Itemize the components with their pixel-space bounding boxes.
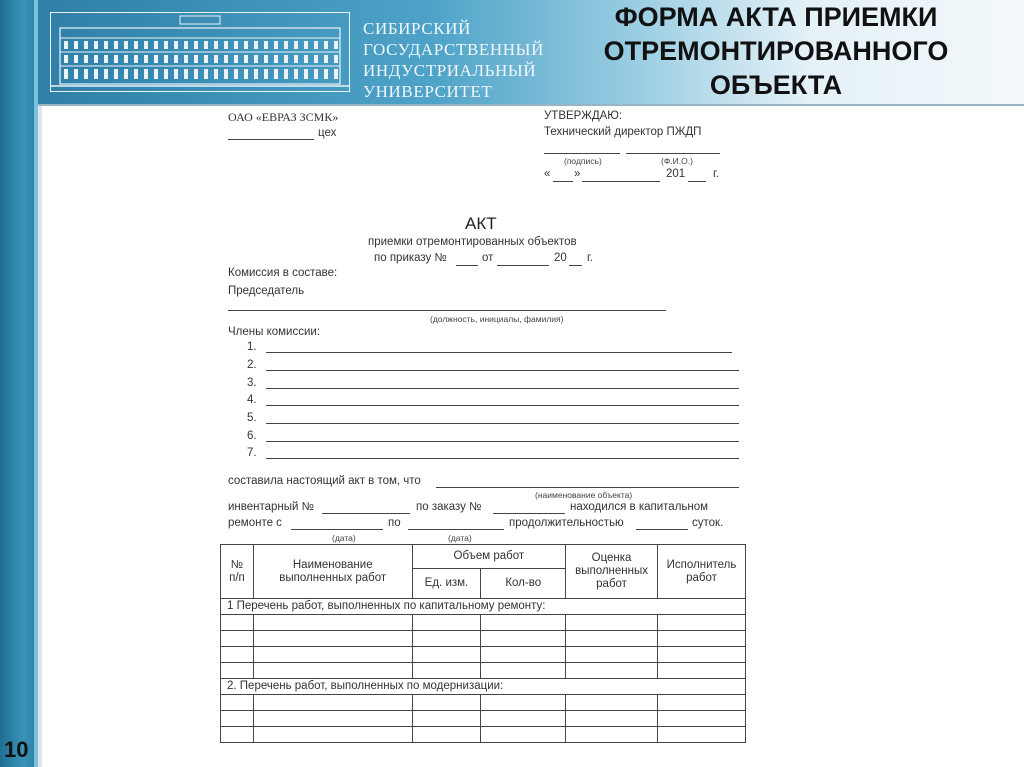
- order-year-suffix: г.: [587, 252, 593, 264]
- university-name-line: ГОСУДАРСТВЕННЫЙ: [363, 40, 544, 59]
- table-cell: [481, 631, 566, 647]
- university-building-logo: [50, 12, 350, 92]
- table-cell: [481, 695, 566, 711]
- table-cell: [481, 727, 566, 743]
- table-cell: [481, 663, 566, 679]
- university-name: [363, 18, 544, 102]
- signature-hint: (подпись): [564, 156, 602, 166]
- member-blank: [266, 388, 739, 389]
- fio-hint: (Ф.И.О.): [661, 156, 693, 166]
- table-cell: [658, 615, 746, 631]
- table-cell: [412, 663, 481, 679]
- chairman-hint: (должность, инициалы, фамилия): [430, 314, 564, 324]
- date-year-blank: [688, 181, 706, 182]
- university-name-line: СИБИРСКИЙ: [363, 19, 471, 38]
- table-cell: [221, 647, 254, 663]
- slide-title-line: ОБЪЕКТА: [709, 70, 843, 100]
- table-cell: [221, 615, 254, 631]
- header-cell-unit: Ед. изм.: [412, 569, 481, 599]
- member-number: 5.: [247, 412, 257, 424]
- table-cell: [253, 727, 412, 743]
- repair-to-label: по: [388, 517, 401, 529]
- table-cell: [566, 727, 658, 743]
- table-cell: [481, 711, 566, 727]
- table-cell: [566, 631, 658, 647]
- was-in-repair-label: находился в капитальном: [570, 501, 709, 513]
- table-cell: [658, 727, 746, 743]
- compiled-label: составила настоящий акт в том, что: [228, 475, 421, 487]
- slide-header: [38, 0, 1024, 104]
- university-name-line: ИНДУСТРИАЛЬНЫЙ: [363, 61, 537, 80]
- table-row: [221, 631, 746, 647]
- table-cell: [221, 663, 254, 679]
- member-blank: [266, 458, 739, 459]
- signature-blank: [544, 153, 620, 154]
- date-close-quote: »: [574, 168, 581, 180]
- table-cell: [221, 711, 254, 727]
- section-title: 2. Перечень работ, выполненных по модернизации:: [221, 679, 746, 695]
- table-cell: [658, 663, 746, 679]
- header-cell-executor: [658, 545, 746, 599]
- order-prefix: по приказу №: [374, 252, 447, 264]
- section-title: 1 Перечень работ, выполненных по капитальному ремонту:: [221, 599, 746, 615]
- member-blank: [266, 370, 739, 371]
- date-hint: (дата): [448, 533, 472, 543]
- header-cell-assessment: [566, 545, 658, 599]
- repair-from-blank: [291, 529, 383, 530]
- director-title: Технический директор ПЖДП: [544, 126, 702, 138]
- slide-title: [586, 0, 966, 102]
- table-cell: [658, 695, 746, 711]
- table-cell: [566, 695, 658, 711]
- table-cell: [221, 695, 254, 711]
- table-cell: [412, 711, 481, 727]
- member-number: 6.: [247, 430, 257, 442]
- by-order-label: по заказу №: [416, 501, 482, 513]
- table-cell: [412, 647, 481, 663]
- section-row: [221, 679, 746, 695]
- header-text: №: [230, 558, 244, 571]
- left-accent-bar: [0, 0, 38, 767]
- table-row: [221, 615, 746, 631]
- date-open-quote: «: [544, 168, 551, 180]
- chairman-label: Председатель: [228, 285, 305, 297]
- table-cell: [412, 631, 481, 647]
- table-cell: [412, 727, 481, 743]
- table-cell: [566, 663, 658, 679]
- date-hint: (дата): [332, 533, 356, 543]
- table-cell: [221, 631, 254, 647]
- by-order-blank: [493, 513, 565, 514]
- table-cell: [253, 663, 412, 679]
- duration-label: продолжительностью: [509, 517, 624, 529]
- table-cell: [658, 711, 746, 727]
- table-cell: [221, 727, 254, 743]
- inventory-label: инвентарный №: [228, 501, 315, 513]
- slide-number: 10: [4, 737, 29, 762]
- order-number-blank: [456, 265, 478, 266]
- member-number: 4.: [247, 394, 257, 406]
- slide-title-line: ФОРМА АКТА ПРИЕМКИ: [614, 2, 938, 32]
- header-text: Наименование: [292, 558, 373, 571]
- member-blank: [266, 405, 739, 406]
- order-year: 20: [554, 252, 567, 264]
- object-hint: (наименование объекта): [535, 490, 633, 500]
- object-blank: [436, 487, 739, 488]
- act-form-document: [42, 106, 1024, 767]
- repair-from-label: ремонте с: [228, 517, 282, 529]
- member-number: 7.: [247, 447, 257, 459]
- chairman-blank: [228, 310, 666, 311]
- table-cell: [566, 711, 658, 727]
- date-year-suffix: г.: [713, 168, 719, 180]
- repair-to-blank: [408, 529, 504, 530]
- company-name: ОАО «ЕВРАЗ ЗСМК»: [228, 110, 339, 124]
- header-text: выполненных работ: [279, 571, 387, 584]
- approve-label: УТВЕРЖДАЮ:: [544, 110, 623, 122]
- member-number: 3.: [247, 377, 257, 389]
- table-cell: [253, 615, 412, 631]
- header-cell-number: [221, 545, 254, 599]
- workshop-blank: [228, 139, 314, 140]
- table-row: [221, 663, 746, 679]
- member-blank: [266, 441, 739, 442]
- member-number: 1.: [247, 341, 257, 353]
- order-year-blank: [569, 265, 582, 266]
- table-cell: [566, 615, 658, 631]
- inventory-blank: [322, 513, 410, 514]
- table-cell: [658, 647, 746, 663]
- header-text: п/п: [229, 571, 245, 584]
- commission-label: Комиссия в составе:: [228, 267, 338, 279]
- table-cell: [481, 615, 566, 631]
- section-row: [221, 599, 746, 615]
- header-text: Оценка: [591, 552, 632, 564]
- member-blank: [266, 352, 732, 353]
- member-number: 2.: [247, 359, 257, 371]
- header-text: Исполнитель: [666, 558, 737, 571]
- table-row: [221, 711, 746, 727]
- table-cell: [253, 711, 412, 727]
- table-row: [221, 727, 746, 743]
- table-cell: [481, 647, 566, 663]
- header-cell-volume: Объем работ: [412, 545, 566, 569]
- act-subtitle: приемки отремонтированных объектов: [368, 236, 577, 248]
- date-month-blank: [582, 181, 660, 182]
- table-cell: [658, 631, 746, 647]
- member-blank: [266, 423, 739, 424]
- table-cell: [412, 695, 481, 711]
- header-text: работ: [596, 578, 627, 590]
- header-text: выполненных: [575, 565, 649, 577]
- workshop-label: цех: [318, 127, 337, 139]
- header-cell-qty: Кол-во: [481, 569, 566, 599]
- works-table: [220, 544, 746, 743]
- duration-blank: [636, 529, 688, 530]
- header-text: работ: [686, 571, 717, 584]
- table-cell: [253, 695, 412, 711]
- table-row: [221, 695, 746, 711]
- university-name-line: УНИВЕРСИТЕТ: [363, 82, 493, 101]
- members-label: Члены комиссии:: [228, 326, 321, 338]
- order-from: от: [482, 252, 494, 264]
- fio-blank: [626, 153, 720, 154]
- date-day-blank: [553, 181, 573, 182]
- table-cell: [566, 647, 658, 663]
- header-cell-name: [253, 545, 412, 599]
- table-row: [221, 647, 746, 663]
- date-year: 201: [666, 168, 686, 180]
- table-cell: [412, 615, 481, 631]
- order-date-blank: [497, 265, 549, 266]
- table-cell: [253, 647, 412, 663]
- table-header-row: [221, 545, 746, 569]
- table-cell: [253, 631, 412, 647]
- days-label: суток.: [692, 517, 724, 529]
- slide-title-line: ОТРЕМОНТИРОВАННОГО: [603, 36, 949, 66]
- act-title: АКТ: [465, 214, 497, 233]
